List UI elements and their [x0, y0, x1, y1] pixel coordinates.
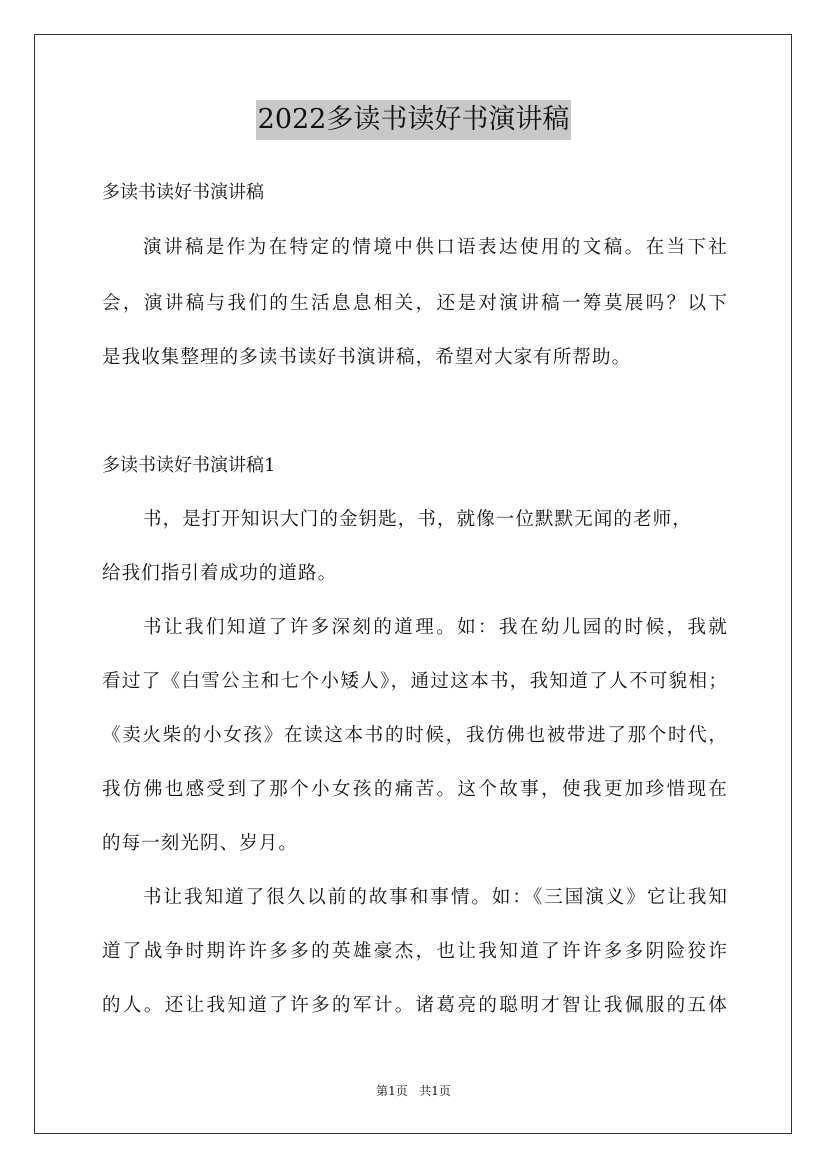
page-total: 共1页 [419, 1084, 451, 1098]
paragraph-line: 书，是打开知识大门的金钥匙，书，就像一位默默无闻的老师， [143, 509, 692, 530]
paragraph-line: 《卖火柴的小女孩》在读这本书的时候，我仿佛也被带进了那个时代， [102, 725, 728, 746]
paragraph-line: 给我们指引着成功的道路。 [102, 563, 338, 584]
paragraph-line: 道了战争时期许许多多的英雄豪杰，也让我知道了许许多多阴险狡诈 [102, 941, 728, 962]
title-wrap [0, 100, 827, 140]
paragraph-line: 的人。还让我知道了许多的军计。诸葛亮的聪明才智让我佩服的五体 [102, 995, 728, 1016]
page-number: 第1页 [376, 1084, 408, 1098]
paragraph-line: 书让我知道了很久以前的故事和事情。如：《三国演义》它让我知 [143, 887, 728, 908]
page-footer [0, 1083, 827, 1099]
paragraph-line: 书让我们知道了许多深刻的道理。如：我在幼儿园的时候，我就 [143, 617, 728, 638]
intro-line: 是我收集整理的多读书读好书演讲稿，希望对大家有所帮助。 [102, 347, 632, 368]
intro-line: 会，演讲稿与我们的生活息息相关，还是对演讲稿一筹莫展吗？以下 [102, 293, 728, 314]
speech-heading: 多读书读好书演讲稿1 [102, 455, 276, 476]
document-title: 2022多读书读好书演讲稿 [256, 100, 572, 140]
paragraph-line: 看过了《白雪公主和七个小矮人》，通过这本书，我知道了人不可貌相； [102, 671, 728, 692]
section-heading: 多读书读好书演讲稿 [102, 182, 264, 203]
paragraph-line: 我仿佛也感受到了那个小女孩的痛苦。这个故事，使我更加珍惜现在 [102, 779, 728, 800]
intro-line: 演讲稿是作为在特定的情境中供口语表达使用的文稿。在当下社 [143, 237, 728, 258]
paragraph-line: 的每一刻光阴、岁月。 [102, 833, 299, 854]
